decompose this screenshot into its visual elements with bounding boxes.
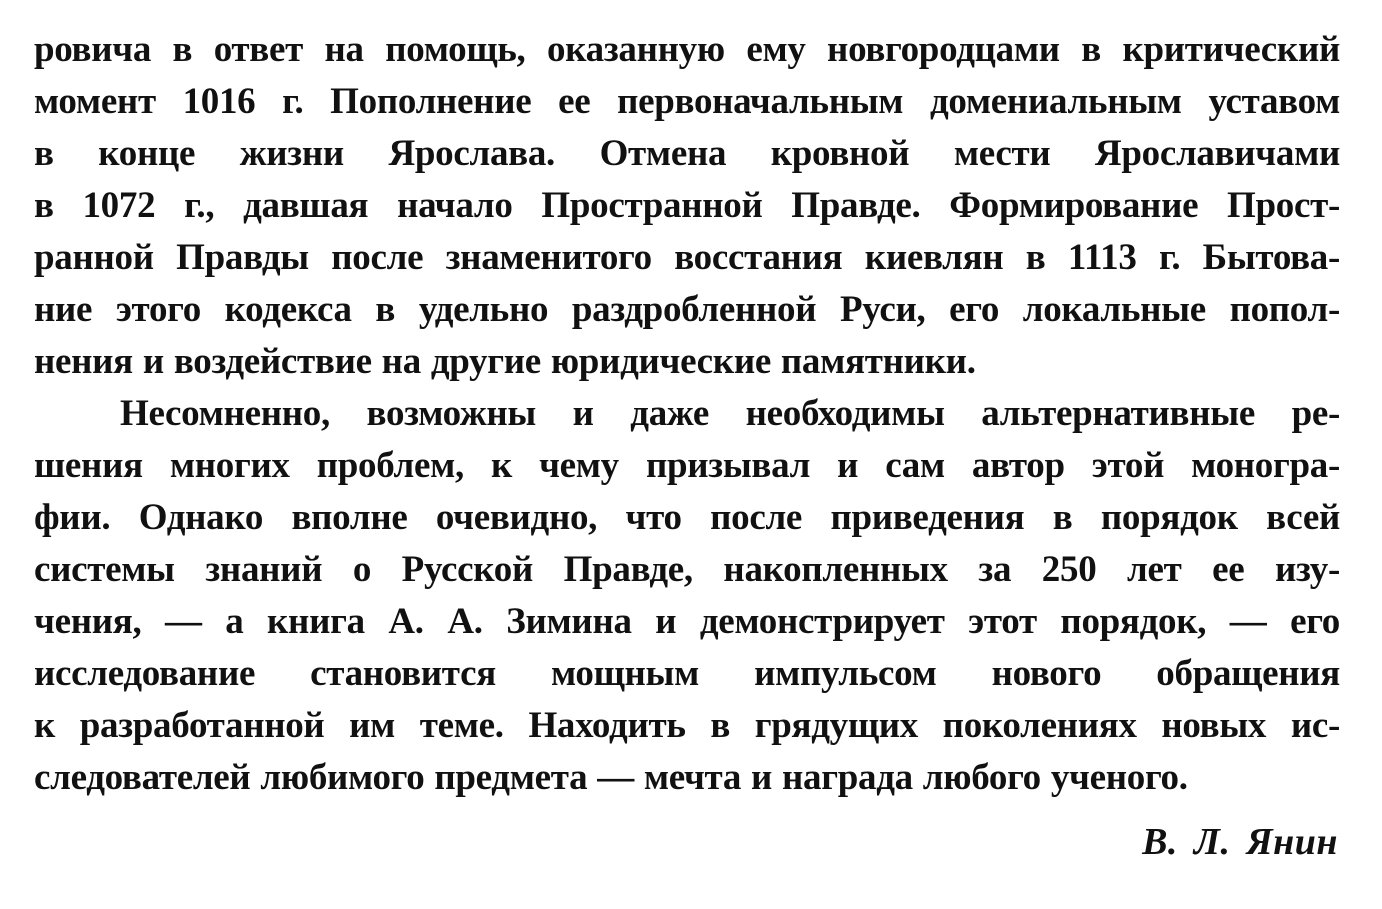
- text-line: в конце жизни Ярослава. Отмена кровной мести Ярославичами: [34, 133, 1340, 174]
- text-line: шения многих проблем, к чему призывал и сам автор этой моногра-: [34, 445, 1340, 486]
- text-line: исследование становится мощным импульсом нового обращения: [34, 653, 1340, 694]
- text-line: чения, — а книга А. А. Зимина и демонстрирует этот порядок, — его: [34, 601, 1340, 642]
- text-line: к разработанной им теме. Находить в грядущих поколениях новых ис-: [34, 705, 1340, 746]
- document-text: [34, 24, 1340, 804]
- text-line: ровича в ответ на помощь, оказанную ему новгородцами в критический: [34, 29, 1340, 70]
- text-line: фии. Однако вполне очевидно, что после приведения в порядок всей: [34, 497, 1340, 538]
- text-line: нения и воздействие на другие юридические памятники.: [34, 341, 976, 382]
- paragraph-1: [34, 24, 1340, 388]
- text-line: следователей любимого предмета — мечта и награда любого ученого.: [34, 757, 1188, 798]
- text-line: в 1072 г., давшая начало Пространной Правде. Формирование Прост-: [34, 185, 1340, 226]
- text-line: ние этого кодекса в удельно раздробленной Руси, его локальные попол-: [34, 289, 1340, 330]
- author-signature: В. Л. Янин: [1142, 821, 1338, 863]
- paragraph-2: [34, 388, 1340, 804]
- text-line: момент 1016 г. Пополнение ее первоначальным домениальным уставом: [34, 81, 1340, 122]
- text-line: ранной Правды после знаменитого восстания киевлян в 1113 г. Бытова-: [34, 237, 1340, 278]
- text-line: Несомненно, возможны и даже необходимы альтернативные ре-: [120, 393, 1340, 434]
- text-line: системы знаний о Русской Правде, накопленных за 250 лет ее изу-: [34, 549, 1340, 590]
